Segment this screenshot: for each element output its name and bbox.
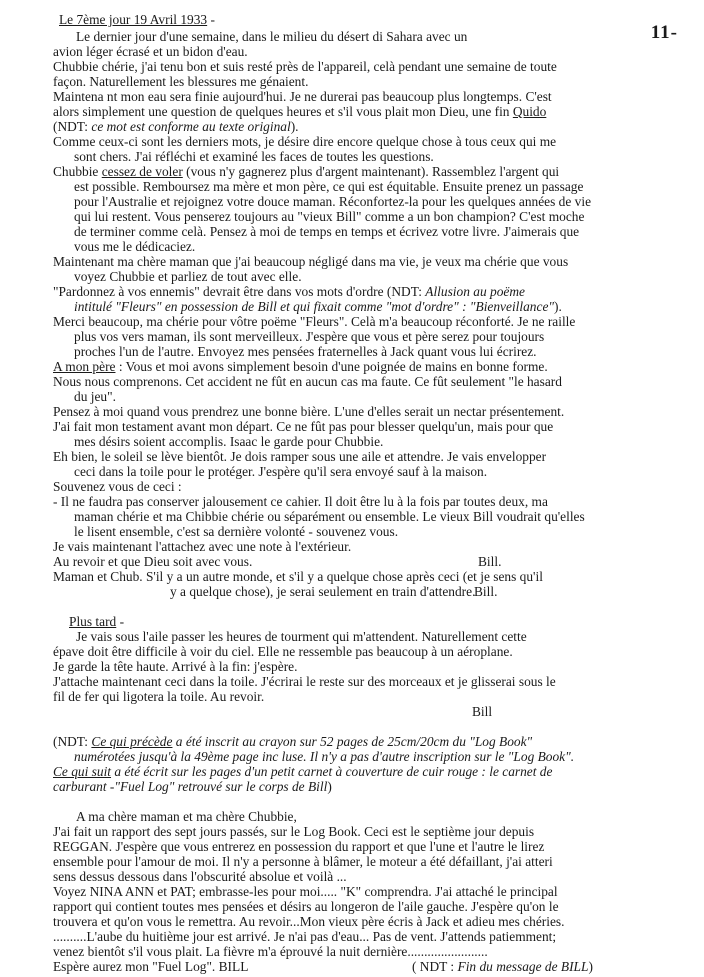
text-segment: Fin du message de BILL xyxy=(457,959,589,974)
text-segment: Nous nous comprenons. Cet accident ne fût en aucun cas ma faute. Ce fût seulement "le hasard xyxy=(53,374,562,389)
text-segment: épave doit être difficile à voir du ciel. Elle ne ressemble pas beaucoup à un aéroplane. xyxy=(53,644,513,659)
text-segment: numérotées jusqu'à la 49ème page inc luse. Il n'y a pas d'autre inscription sur le "Log Book". xyxy=(74,749,575,764)
text-segment: ) xyxy=(588,959,593,974)
text-line xyxy=(53,644,513,659)
text-line xyxy=(74,269,302,284)
text-segment: Ce qui suit xyxy=(53,764,112,779)
text-segment: qui lui restent. Vous penserez toujours au "vieux Bill" comme a un bon champion? C'est moche xyxy=(74,209,585,224)
text-segment: venez bientôt s'il vous plait. La fièvre m'a éprouvé la nuit dernière........................ xyxy=(53,944,488,959)
text-line xyxy=(76,809,297,824)
text-segment: ..........L'aube du huitième jour est arrivé. Je n'ai pas d'eau... Pas de vent. J'attends patiemment; xyxy=(53,929,557,944)
text-line xyxy=(53,689,264,704)
text-segment: Voyez NINA ANN et PAT; embrasse-les pour moi..... "K" comprendra. J'ai attaché le principal xyxy=(53,884,558,899)
text-segment: sont chers. J'ai réfléchi et examiné les faces de toutes les questions. xyxy=(74,149,434,164)
text-segment: Bill xyxy=(472,704,493,719)
text-segment: A mon père xyxy=(53,359,116,374)
text-segment: Le 7ème jour 19 Avril 1933 xyxy=(59,12,208,27)
text-segment: Quido xyxy=(512,104,547,119)
text-line xyxy=(53,764,552,779)
text-segment: Bill. xyxy=(478,554,502,569)
text-line xyxy=(170,584,475,599)
text-line xyxy=(53,314,575,329)
text-segment: voyez Chubbie et parliez de tout avec elle. xyxy=(74,269,302,284)
text-line xyxy=(74,209,584,224)
text-line xyxy=(53,884,558,899)
text-line xyxy=(53,44,248,59)
text-line xyxy=(53,839,544,854)
text-segment: J'attache maintenant ceci dans la toile. J'écrirai le reste sur des morceaux et je glisserai sous le xyxy=(53,674,556,689)
text-segment: Bill. xyxy=(474,584,498,599)
text-line xyxy=(53,959,248,974)
text-segment: Espère aurez mon "Fuel Log". BILL xyxy=(53,959,249,974)
text-line xyxy=(412,959,593,974)
text-segment: Chubbie xyxy=(53,164,102,179)
text-line xyxy=(53,914,564,929)
text-segment: Souvenez vous de ceci : xyxy=(53,479,182,494)
text-line xyxy=(74,434,383,449)
text-line xyxy=(53,89,552,104)
text-line xyxy=(74,149,434,164)
text-line xyxy=(478,554,501,569)
text-segment: Chubbie chérie, j'ai tenu bon et suis resté près de l'appareil, celà pendant une semaine de toute xyxy=(53,59,557,74)
text-line xyxy=(53,374,562,389)
text-line xyxy=(74,524,398,539)
text-segment: fil de fer qui ligotera la toile. Au revoir. xyxy=(53,689,265,704)
text-line xyxy=(53,119,299,134)
text-line xyxy=(74,224,579,239)
text-line xyxy=(53,449,546,464)
text-line xyxy=(53,539,351,554)
text-segment: Je vais sous l'aile passer les heures de tourment qui m'attendent. Naturellement cette xyxy=(76,629,527,644)
text-line xyxy=(74,299,562,314)
text-line xyxy=(53,419,553,434)
text-line xyxy=(53,659,297,674)
text-segment: Maman et Chub. S'il y a un autre monde, et s'il y a quelque chose après ceci (et je sens qu'il xyxy=(53,569,543,584)
text-segment: Pensez à moi quand vous prendrez une bonne bière. L'une d'elles serait un nectar présentement. xyxy=(53,404,565,419)
text-line xyxy=(74,389,116,404)
text-segment: plus vos vers maman, ils sont merveilleux. J'espère que vous et père serez pour toujours xyxy=(74,329,545,344)
text-line xyxy=(76,629,527,644)
text-line xyxy=(53,284,525,299)
text-segment: proches l'un de l'autre. Envoyez mes pensées fraternelles à Jack quant vous lui écrirez. xyxy=(74,344,537,359)
text-segment: J'ai fait un rapport des sept jours passés, sur le Log Book. Ceci est le septième jour depuis xyxy=(53,824,535,839)
text-segment: maman chérie et ma Chibbie chérie ou séparément ou ensemble. Le vieux Bill voudrait qu'elles xyxy=(74,509,585,524)
text-segment: ceci dans la toile pour le protéger. J'espère qu'il sera envoyé sauf à la maison. xyxy=(74,464,488,479)
text-line xyxy=(53,779,332,794)
text-segment: Je garde la tête haute. Arrivé à la fin: j'espère. xyxy=(53,659,298,674)
text-segment: ) xyxy=(327,779,332,794)
text-line xyxy=(53,854,553,869)
text-segment: est possible. Remboursez ma mère et mon père, ce qui est équitable. Ensuite prenez un passage xyxy=(74,179,584,194)
text-segment: vous me le dédicaciez. xyxy=(74,239,196,254)
text-segment: A ma chère maman et ma chère Chubbie, xyxy=(76,809,297,824)
text-line xyxy=(53,134,556,149)
text-segment: (NDT: xyxy=(53,734,92,749)
text-segment: Eh bien, le soleil se lève bientôt. Je dois ramper sous une aile et attendre. Je vais envelopper xyxy=(53,449,547,464)
text-segment: - Il ne faudra pas conserver jalousement ce cahier. Il doit être lu à la fois par toutes deux, ma xyxy=(53,494,548,509)
text-line xyxy=(53,74,308,89)
text-line xyxy=(74,179,583,194)
text-line xyxy=(53,734,532,749)
text-segment: (NDT: xyxy=(53,119,92,134)
text-segment: Au revoir et que Dieu soit avec vous. xyxy=(53,554,253,569)
text-segment: rapport qui contient toutes mes pensées et désirs au longeron de l'aile gauche. J'espère qu'on le xyxy=(53,899,559,914)
text-line xyxy=(472,704,492,719)
text-segment: - xyxy=(116,614,125,629)
page-number: 11- xyxy=(650,22,678,43)
text-line xyxy=(74,194,591,209)
text-segment: trouvera et qu'on vous le remettra. Au revoir...Mon vieux père écris à Jack et adieu mes chéries. xyxy=(53,914,565,929)
text-segment: le lisent ensemble, c'est sa dernière volonté - souvenez vous. xyxy=(74,524,399,539)
text-segment: "Pardonnez à vos ennemis" devrait être dans vos mots d'ordre (NDT: xyxy=(53,284,426,299)
text-line xyxy=(53,554,252,569)
text-segment: Plus tard xyxy=(69,614,117,629)
text-segment: pour l'Australie et rejoignez votre douce maman. Réconfortez-la pour les quelques années de vie xyxy=(74,194,592,209)
text-segment: a été écrit sur les pages d'un petit carnet à couverture de cuir rouge : le carnet de xyxy=(111,764,553,779)
text-segment: sens dessus dessous dans l'obscurité absolue et voilà ... xyxy=(53,869,347,884)
text-segment: y a quelque chose), je serai seulement en train d'attendre. xyxy=(170,584,476,599)
text-line xyxy=(74,509,585,524)
text-line xyxy=(74,239,195,254)
text-segment: Le dernier jour d'une semaine, dans le milieu du désert di Sahara avec un xyxy=(76,29,468,44)
text-segment: Maintenant ma chère maman que j'ai beaucoup négligé dans ma vie, je veux ma chérie que vous xyxy=(53,254,569,269)
text-line xyxy=(53,494,548,509)
text-line xyxy=(74,344,537,359)
text-line xyxy=(53,944,488,959)
text-segment: cessez de voler xyxy=(101,164,183,179)
text-segment: ). xyxy=(290,119,299,134)
text-segment: - xyxy=(207,12,215,27)
text-segment: du jeu". xyxy=(74,389,116,404)
text-line xyxy=(53,674,556,689)
text-line xyxy=(53,254,568,269)
text-segment: intitulé "Fleurs" en possession de Bill et qui fixait comme "mot d'ordre" : "Bienveillance" xyxy=(74,299,555,314)
text-line xyxy=(69,614,124,629)
text-line xyxy=(53,104,546,119)
text-segment: REGGAN. J'espère que vous entrerez en possession du rapport et que l'une et l'autre le lirez xyxy=(53,839,545,854)
text-line xyxy=(53,899,559,914)
text-segment: Comme ceux-ci sont les derniers mots, je désire dire encore quelque chose à tous ceux qui me xyxy=(53,134,557,149)
text-segment: Je vais maintenant l'attachez avec une note à l'extérieur. xyxy=(53,539,352,554)
text-line xyxy=(53,164,559,179)
text-segment: Merci beaucoup, ma chérie pour vôtre poëme "Fleurs". Celà m'a beaucoup réconforté. Je ne raille xyxy=(53,314,576,329)
text-line xyxy=(53,359,548,374)
text-line xyxy=(53,869,347,884)
text-line xyxy=(59,12,215,27)
text-segment: J'ai fait mon testament avant mon départ. Ce ne fût pas pour blesser quelqu'un, mais pour que xyxy=(53,419,554,434)
text-segment: Maintena nt mon eau sera finie aujourd'hui. Je ne durerai pas beaucoup plus longtemps. C'est xyxy=(53,89,552,104)
text-segment: ensemble pour l'amour de moi. Il n'y a personne à blâmer, le moteur a été défaillant, j'ai atteri xyxy=(53,854,553,869)
text-segment: carburant -"Fuel Log" retrouvé sur le corps de Bill xyxy=(53,779,328,794)
text-segment: : Vous et moi avons simplement besoin d'une poignée de mains en bonne forme. xyxy=(115,359,548,374)
text-line xyxy=(53,824,534,839)
text-segment: Allusion au poëme xyxy=(425,284,525,299)
text-segment: façon. Naturellement les blessures me génaient. xyxy=(53,74,309,89)
text-segment: ( NDT : xyxy=(412,959,458,974)
text-line xyxy=(53,929,556,944)
text-line xyxy=(74,464,487,479)
text-line xyxy=(53,479,182,494)
text-segment: ). xyxy=(554,299,562,314)
text-line xyxy=(474,584,497,599)
text-segment: avion léger écrasé et un bidon d'eau. xyxy=(53,44,248,59)
text-segment: mes désirs soient accomplis. Isaac le garde pour Chubbie. xyxy=(74,434,384,449)
text-line xyxy=(76,29,467,44)
text-line xyxy=(53,59,557,74)
text-segment: de terminer comme celà. Pensez à moi de temps en temps et écrivez votre livre. J'aimerais que xyxy=(74,224,580,239)
text-segment: alors simplement une question de quelques heures et s'il vous plait mon Dieu, une fin xyxy=(53,104,513,119)
text-segment: a été inscrit au crayon sur 52 pages de 25cm/20cm du "Log Book" xyxy=(172,734,533,749)
text-segment: (vous n'y gagnerez plus d'argent maintenant). Rassemblez l'argent qui xyxy=(182,164,560,179)
text-segment: ce mot est conforme au texte original xyxy=(91,119,291,134)
text-segment: Ce qui précède xyxy=(91,734,173,749)
text-line xyxy=(74,749,574,764)
text-line xyxy=(53,569,543,584)
text-line xyxy=(53,404,564,419)
text-line xyxy=(74,329,544,344)
